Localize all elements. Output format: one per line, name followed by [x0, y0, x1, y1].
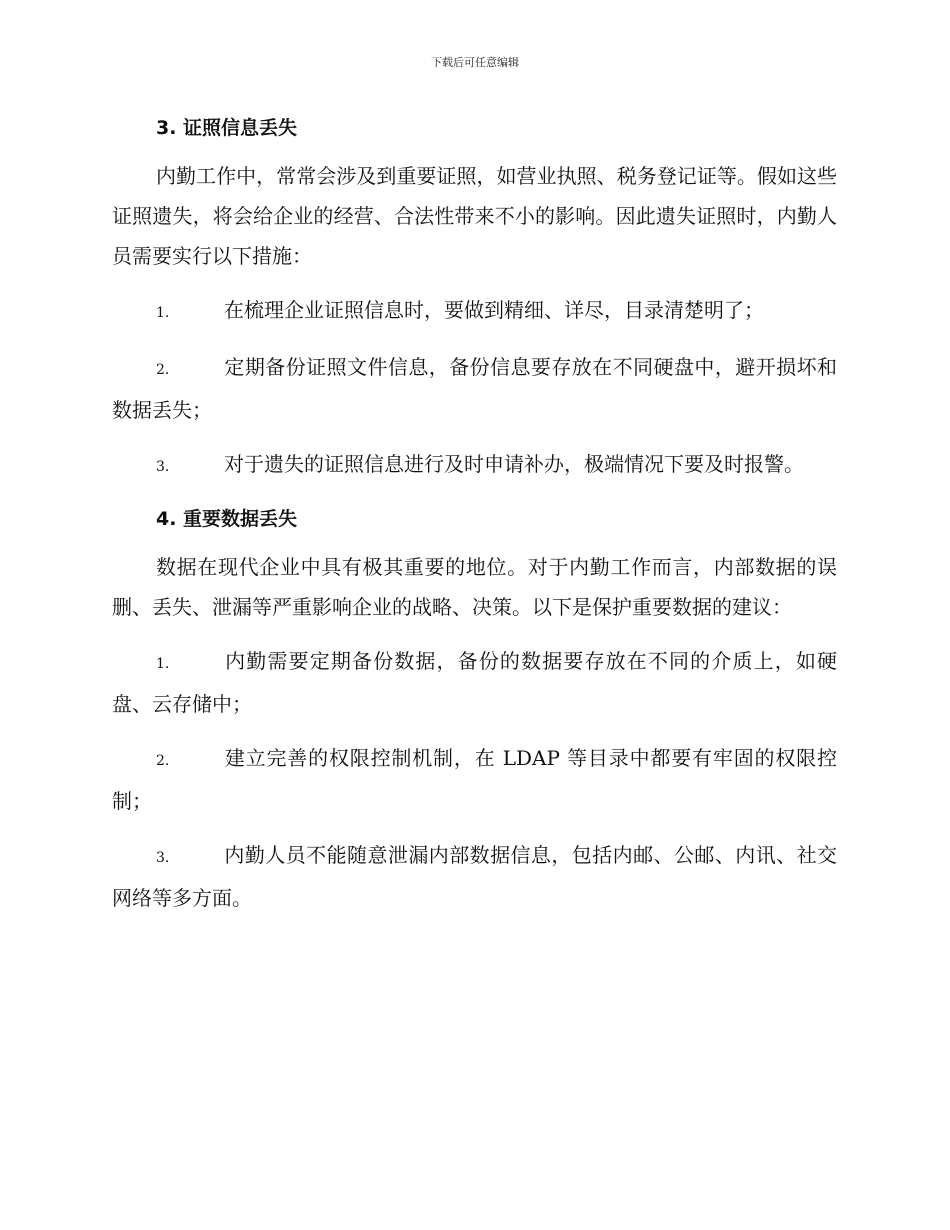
list-item-text: 内勤人员不能随意泄漏内部数据信息，包括内邮、公邮、内讯、社交网络等多方面。 — [112, 843, 837, 910]
section-intro: 数据在现代企业中具有极其重要的地位。对于内勤工作而言，内部数据的误删、丢失、泄漏等严重影响企业的战略、决策。以下是保护重要数据的建议： — [112, 555, 837, 619]
list-item-number: 2. — [156, 753, 170, 769]
list-item-text: 内勤需要定期备份数据，备份的数据要存放在不同的介质上，如硬盘、云存储中； — [112, 649, 837, 716]
page-header: 下载后可任意编辑 — [431, 56, 519, 69]
document-body — [112, 110, 837, 918]
section-heading: 4. 重要数据丢失 — [156, 508, 298, 530]
list-item-text: 在梳理企业证照信息时，要做到精细、详尽，目录清楚明了； — [224, 298, 764, 322]
list-item — [112, 835, 837, 918]
section-heading: 3. 证照信息丢失 — [156, 117, 298, 139]
list-item-number: 3. — [156, 459, 170, 475]
list-item — [112, 290, 837, 333]
list-item — [112, 738, 837, 821]
list-item-text: 建立完善的权限控制机制，在 LDAP 等目录中都要有牢固的权限控制； — [112, 746, 837, 813]
list-item — [112, 444, 837, 487]
list-item-number: 2. — [156, 362, 170, 378]
list-item-text: 对于遗失的证照信息进行及时申请补办，极端情况下要及时报警。 — [224, 452, 804, 476]
list-item-number: 3. — [156, 850, 170, 866]
list-item — [112, 347, 837, 430]
list-item-number: 1. — [156, 656, 170, 672]
list-item-number: 1. — [156, 305, 170, 321]
list-item — [112, 641, 837, 724]
list-item-text: 定期备份证照文件信息，备份信息要存放在不同硬盘中，避开损坏和数据丢失； — [112, 355, 837, 422]
section-intro: 内勤工作中，常常会涉及到重要证照，如营业执照、税务登记证等。假如这些证照遗失，将会给企业的经营、合法性带来不小的影响。因此遗失证照时，内勤人员需要实行以下措施： — [112, 164, 837, 268]
